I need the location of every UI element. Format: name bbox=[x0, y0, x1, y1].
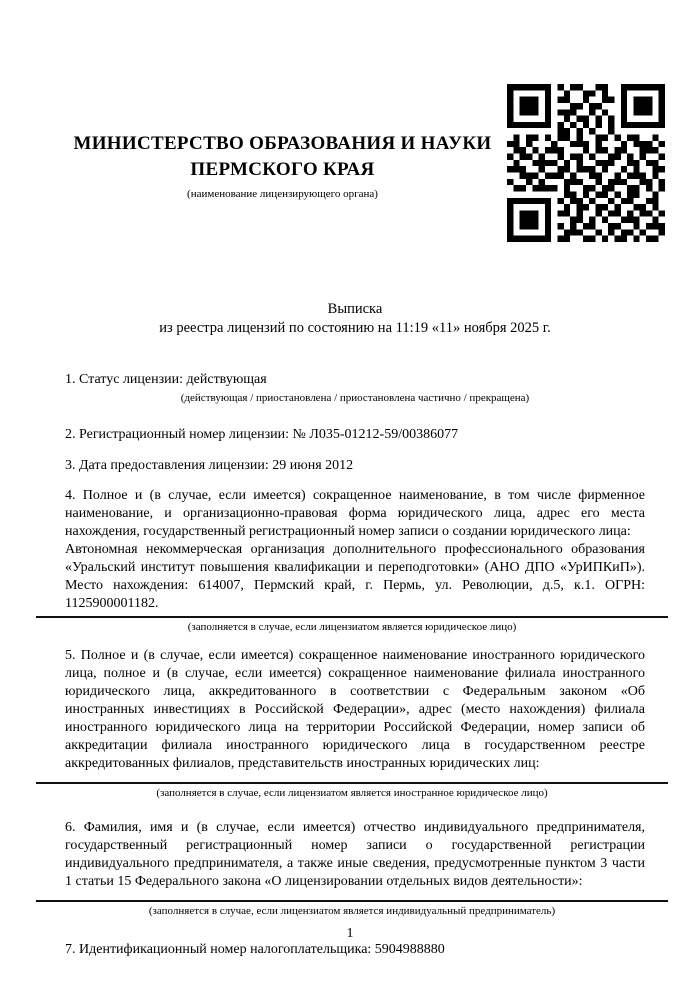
ministry-name-line2: ПЕРМСКОГО КРАЯ bbox=[190, 159, 375, 180]
document-body bbox=[65, 0, 645, 959]
item-1-note: (действующая / приостановлена / приостановлена частично / прекращена) bbox=[180, 392, 530, 404]
item-4-note: (заполняется в случае, если лицензиатом является юридическое лицо) bbox=[187, 621, 517, 633]
item-5-foreign-entity bbox=[65, 647, 645, 801]
item-2-registration-number bbox=[65, 426, 645, 444]
item-7-taxpayer-number bbox=[65, 941, 645, 959]
item-5-text: 5. Полное и (в случае, если имеется) сокращенное наименование иностранного юридического лица, полное и (в случае, если имеется) сокращенное наименование филиала иностранного юридического лица, аккредитованного в соответствии с Федеральным законом «Об иностранных инвестициях в Российской Федерации», адрес (место нахождения) филиала иностранного юридического лица на территории Российской Федерации, номер записи об аккредитации филиала иностранного юридического лица в государственном реестре аккредитованных филиалов, представительств иностранных юридических лиц: bbox=[65, 648, 645, 771]
item-4-text: 4. Полное и (в случае, если имеется) сокращенное наименование, в том числе фирменное наименование, и организационно-правовая форма юридического лица, адрес его места нахождения, государственный регистрационный номер записи о создании юридического лица: bbox=[65, 488, 645, 539]
fill-in-rule bbox=[36, 782, 668, 784]
item-1-license-status bbox=[65, 371, 645, 406]
item-4-legal-entity bbox=[65, 487, 645, 635]
page-number: 1 bbox=[346, 926, 354, 941]
item-3-license-date bbox=[65, 457, 645, 475]
ministry-name-line1: МИНИСТЕРСТВО ОБРАЗОВАНИЯ И НАУКИ bbox=[73, 133, 492, 154]
item-4-value: Автономная некоммерческая организация дополнительного профессионального образования «Уральский институт повышения квалификации и переподготовки» (АНО ДПО «УрИПКиП»). Место нахождения: 614007, Пермский край, г. Пермь, ул. Революции, д.5, к.1. ОГРН: 1125900001182. bbox=[65, 542, 645, 611]
item-5-note: (заполняется в случае, если лицензиатом является иностранное юридическое лицо) bbox=[156, 787, 548, 799]
document-title-line1: Выписка bbox=[327, 301, 383, 317]
item-6-individual-entrepreneur bbox=[65, 819, 645, 919]
item-6-text: 6. Фамилия, имя и (в случае, если имеется) отчество индивидуального предпринимателя, государственный регистрационный номер записи о государственной регистрации индивидуального предпринимателя, а также иные сведения, предусмотренные пунктом 3 части 1 статьи 15 Федерального закона «О лицензировании отдельных видов деятельности»: bbox=[65, 820, 645, 889]
ministry-caption: (наименование лицензирующего органа) bbox=[187, 188, 378, 200]
fill-in-rule bbox=[36, 900, 668, 902]
fill-in-rule bbox=[36, 616, 668, 618]
item-6-note: (заполняется в случае, если лицензиатом является индивидуальный предприниматель) bbox=[148, 905, 556, 917]
document-title-line2: из реестра лицензий по состоянию на 11:19 «11» ноября 2025 г. bbox=[159, 320, 551, 336]
document-title bbox=[65, 300, 645, 338]
item-2-text: 2. Регистрационный номер лицензии: № Л035-01212-59/00386077 bbox=[65, 427, 459, 442]
item-1-text: 1. Статус лицензии: действующая bbox=[65, 372, 267, 387]
item-3-text: 3. Дата предоставления лицензии: 29 июня 2012 bbox=[65, 458, 354, 473]
item-7-text: 7. Идентификационный номер налогоплательщика: 5904988880 bbox=[65, 942, 445, 957]
